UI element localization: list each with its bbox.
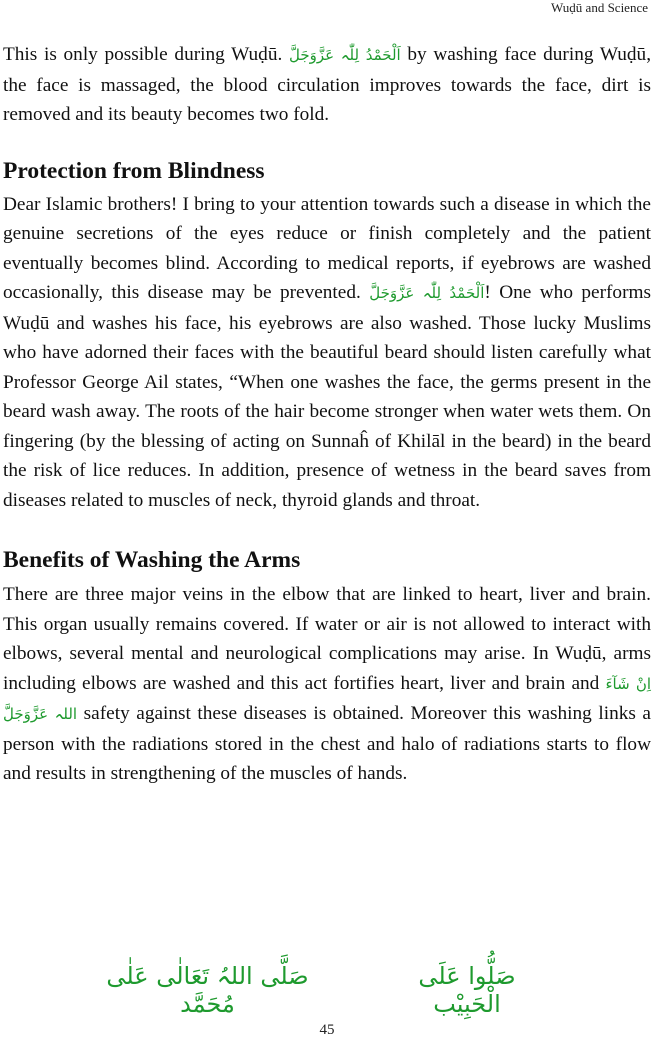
page-body bbox=[3, 40, 651, 789]
running-header: Wuḍū and Science bbox=[551, 0, 648, 15]
arms-text-1: There are three major veins in the elbow that are linked to heart, liver and brain. This organ usually remains covered. If water or air is not allowed to interact with elbows, several mental and neurological complications may arise. In Wuḍū, arms including elbows are washed and this act fortifies heart, liver and brain and bbox=[3, 584, 651, 694]
page-number: 45 bbox=[319, 1022, 335, 1038]
salutation-left: صَلَّی اللہُ تَعَالٰی عَلٰی مُحَمَّد bbox=[106, 962, 309, 1018]
blindness-text-2: ! One who performs Wuḍū and washes his face, his eyebrows are also washed. Those lucky Muslims who have adorned their faces with the beautiful beard should listen carefully what Professor George Ail states, “When one washes the face, the germs present in the beard wash away. The roots of the hair become stronger when water wets them. On fingering (by the blessing of acting on Sunnaĥ of Khilāl in the beard) in the beard the risk of lice reduces. In addition, presence of wetness in the beard saves from diseases related to muscles of neck, thyroid glands and throat. bbox=[3, 282, 651, 511]
arms-text-2: safety against these diseases is obtained. Moreover this washing links a person with the radiations stored in the chest and halo of radiations starts to flow and results in strengthening of the muscles of hands. bbox=[3, 703, 651, 784]
blindness-paragraph bbox=[3, 190, 651, 516]
salutation-right: صَلُّوا عَلَی الْحَبِیْب bbox=[418, 962, 516, 1018]
arabic-phrase-inshaallah: اِنْ شَآءَ اللہ عَزَّوَجَلَّ bbox=[3, 674, 651, 723]
intro-paragraph bbox=[3, 40, 651, 130]
salutation-line bbox=[0, 962, 654, 1018]
blindness-text-1: Dear Islamic brothers! I bring to your attention towards such a disease in which the genuine secretions of the eyes reduce or finish completely and the patient eventually becomes blind. According to medical reports, if eyebrows are washed occasionally, this disease may be prevented. bbox=[3, 193, 651, 303]
intro-text-before: This is only possible during Wuḍū. bbox=[3, 44, 289, 65]
heading-protection-from-blindness: Protection from Blindness bbox=[3, 157, 265, 184]
intro-text-after: by washing face during Wuḍū, the face is massaged, the blood circulation improves towards the face, dirt is removed and its beauty becomes two fold. bbox=[3, 44, 652, 125]
arabic-phrase-alhamdulillah: اَلْحَمْدُ لِلّٰہ عَزَّوَجَلَّ bbox=[289, 46, 401, 64]
arms-paragraph bbox=[3, 580, 651, 789]
arabic-phrase-alhamdulillah-2: اَلْحَمْدُ لِلّٰہ عَزَّوَجَلَّ bbox=[369, 284, 485, 302]
heading-benefits-washing-arms: Benefits of Washing the Arms bbox=[3, 547, 301, 573]
